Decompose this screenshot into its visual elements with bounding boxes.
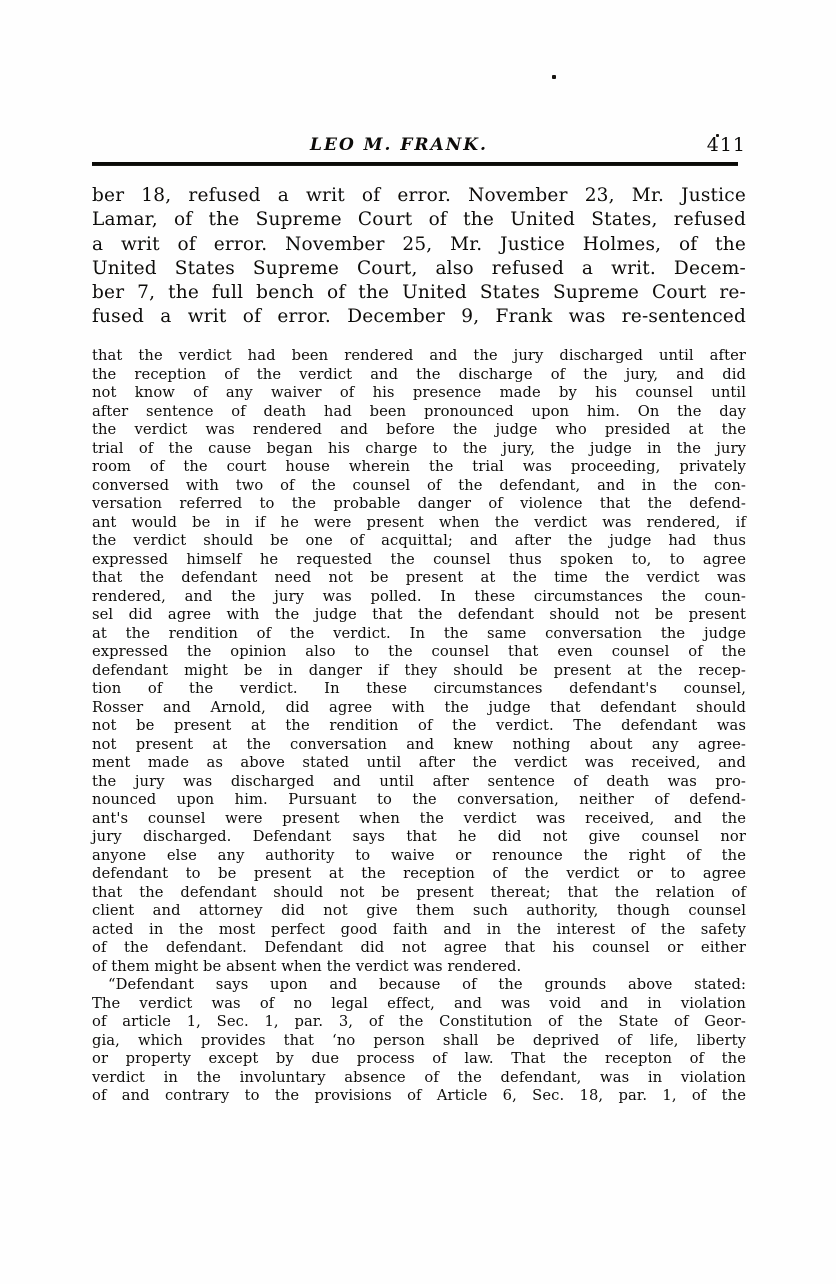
text-line: a writ of error. November 25, Mr. Justice Holmes, of the — [92, 233, 746, 255]
text-line: that the verdict had been rendered and the jury discharged until after — [92, 347, 746, 364]
page-number: 411 — [706, 134, 746, 156]
text-line: not be present at the rendition of the verdict. The defendant was — [92, 717, 746, 734]
text-line: the verdict should be one of acquittal; and after the judge had thus — [92, 532, 746, 549]
text-line: not know of any waiver of his presence made by his counsel until — [92, 384, 746, 401]
text-line: ment made as above stated until after the verdict was received, and — [92, 754, 746, 771]
text-line: fused a writ of error. December 9, Frank was re-sentenced — [92, 306, 746, 328]
text-line: expressed the opinion also to the counsel that even counsel of the — [92, 643, 746, 660]
text-line: The verdict was of no legal effect, and was void and in violation — [92, 994, 746, 1012]
text-line: defendant to be present at the reception of the verdict or to agree — [92, 865, 746, 882]
header-rule — [92, 162, 738, 166]
text-line: that the defendant should not be present thereat; that the relation of — [92, 883, 746, 901]
text-line: tion of the verdict. In these circumstances defendant's counsel, — [92, 680, 746, 697]
text-line: ant's counsel were present when the verdict was received, and the — [92, 809, 746, 827]
text-line: of and contrary to the provisions of Article 6, Sec. 18, par. 1, of the — [92, 1087, 746, 1104]
text-line: versation referred to the probable danger of violence that the defend- — [92, 495, 746, 512]
text-line: jury discharged. Defendant says that he did not give counsel nor — [92, 828, 746, 845]
text-line: the jury was discharged and until after sentence of death was pro- — [92, 772, 746, 790]
text-line: Lamar, of the Supreme Court of the United States, refused — [92, 209, 746, 231]
text-line: that the defendant need not be present at the time the verdict was — [92, 569, 746, 586]
text-line: nounced upon him. Pursuant to the conversation, neither of defend- — [92, 791, 746, 808]
text-line: sel did agree with the judge that the defendant should not be present — [92, 606, 746, 623]
ink-speck — [552, 75, 556, 79]
text-line: of them might be absent when the verdict was rendered. — [92, 957, 522, 975]
text-line: Rosser and Arnold, did agree with the judge that defendant should — [92, 698, 746, 716]
text-line: not present at the conversation and knew nothing about any agree- — [92, 735, 746, 753]
text-line: ant would be in if he were present when the verdict was rendered, if — [92, 513, 746, 531]
text-line: conversed with two of the counsel of the defendant, and in the con- — [92, 476, 746, 494]
text-line: United States Supreme Court, also refused a writ. Decem- — [92, 257, 746, 279]
text-line: “Defendant says upon and because of the grounds above stated: — [108, 976, 746, 993]
opinion-text-block — [92, 347, 746, 1106]
text-line: of the defendant. Defendant did not agree that his counsel or either — [92, 939, 746, 956]
text-line: acted in the most perfect good faith and in the interest of the safety — [92, 920, 746, 938]
text-line: at the rendition of the verdict. In the same conversation the judge — [92, 624, 746, 642]
text-line: ber 18, refused a writ of error. November 23, Mr. Justice — [92, 185, 746, 206]
text-line: rendered, and the jury was polled. In these circumstances the coun- — [92, 587, 746, 605]
text-line: the reception of the verdict and the discharge of the jury, and did — [92, 365, 746, 383]
text-line: expressed himself he requested the counsel thus spoken to, to agree — [92, 550, 746, 568]
text-line: the verdict was rendered and before the judge who presided at the — [92, 421, 746, 438]
text-line: anyone else any authority to waive or renounce the right of the — [92, 846, 746, 864]
running-title: LEO M. FRANK. — [310, 135, 488, 155]
text-line: room of the court house wherein the trial was proceeding, privately — [92, 458, 746, 475]
intro-paragraph — [92, 184, 746, 330]
text-line: trial of the cause began his charge to the jury, the judge in the jury — [92, 439, 746, 457]
text-line: of article 1, Sec. 1, par. 3, of the Constitution of the State of Geor- — [92, 1013, 746, 1030]
text-line: client and attorney did not give them such authority, though counsel — [92, 902, 746, 919]
text-line: ber 7, the full bench of the United States Supreme Court re- — [92, 282, 746, 304]
text-line: verdict in the involuntary absence of the defendant, was in violation — [92, 1068, 746, 1086]
text-line: gia, which provides that ‘no person shall be deprived of life, liberty — [92, 1031, 746, 1049]
page-header — [92, 135, 746, 163]
text-line: after sentence of death had been pronounced upon him. On the day — [92, 402, 746, 420]
text-line: or property except by due process of law. That the recepton of the — [92, 1050, 746, 1067]
text-line: defendant might be in danger if they should be present at the recep- — [92, 661, 746, 679]
